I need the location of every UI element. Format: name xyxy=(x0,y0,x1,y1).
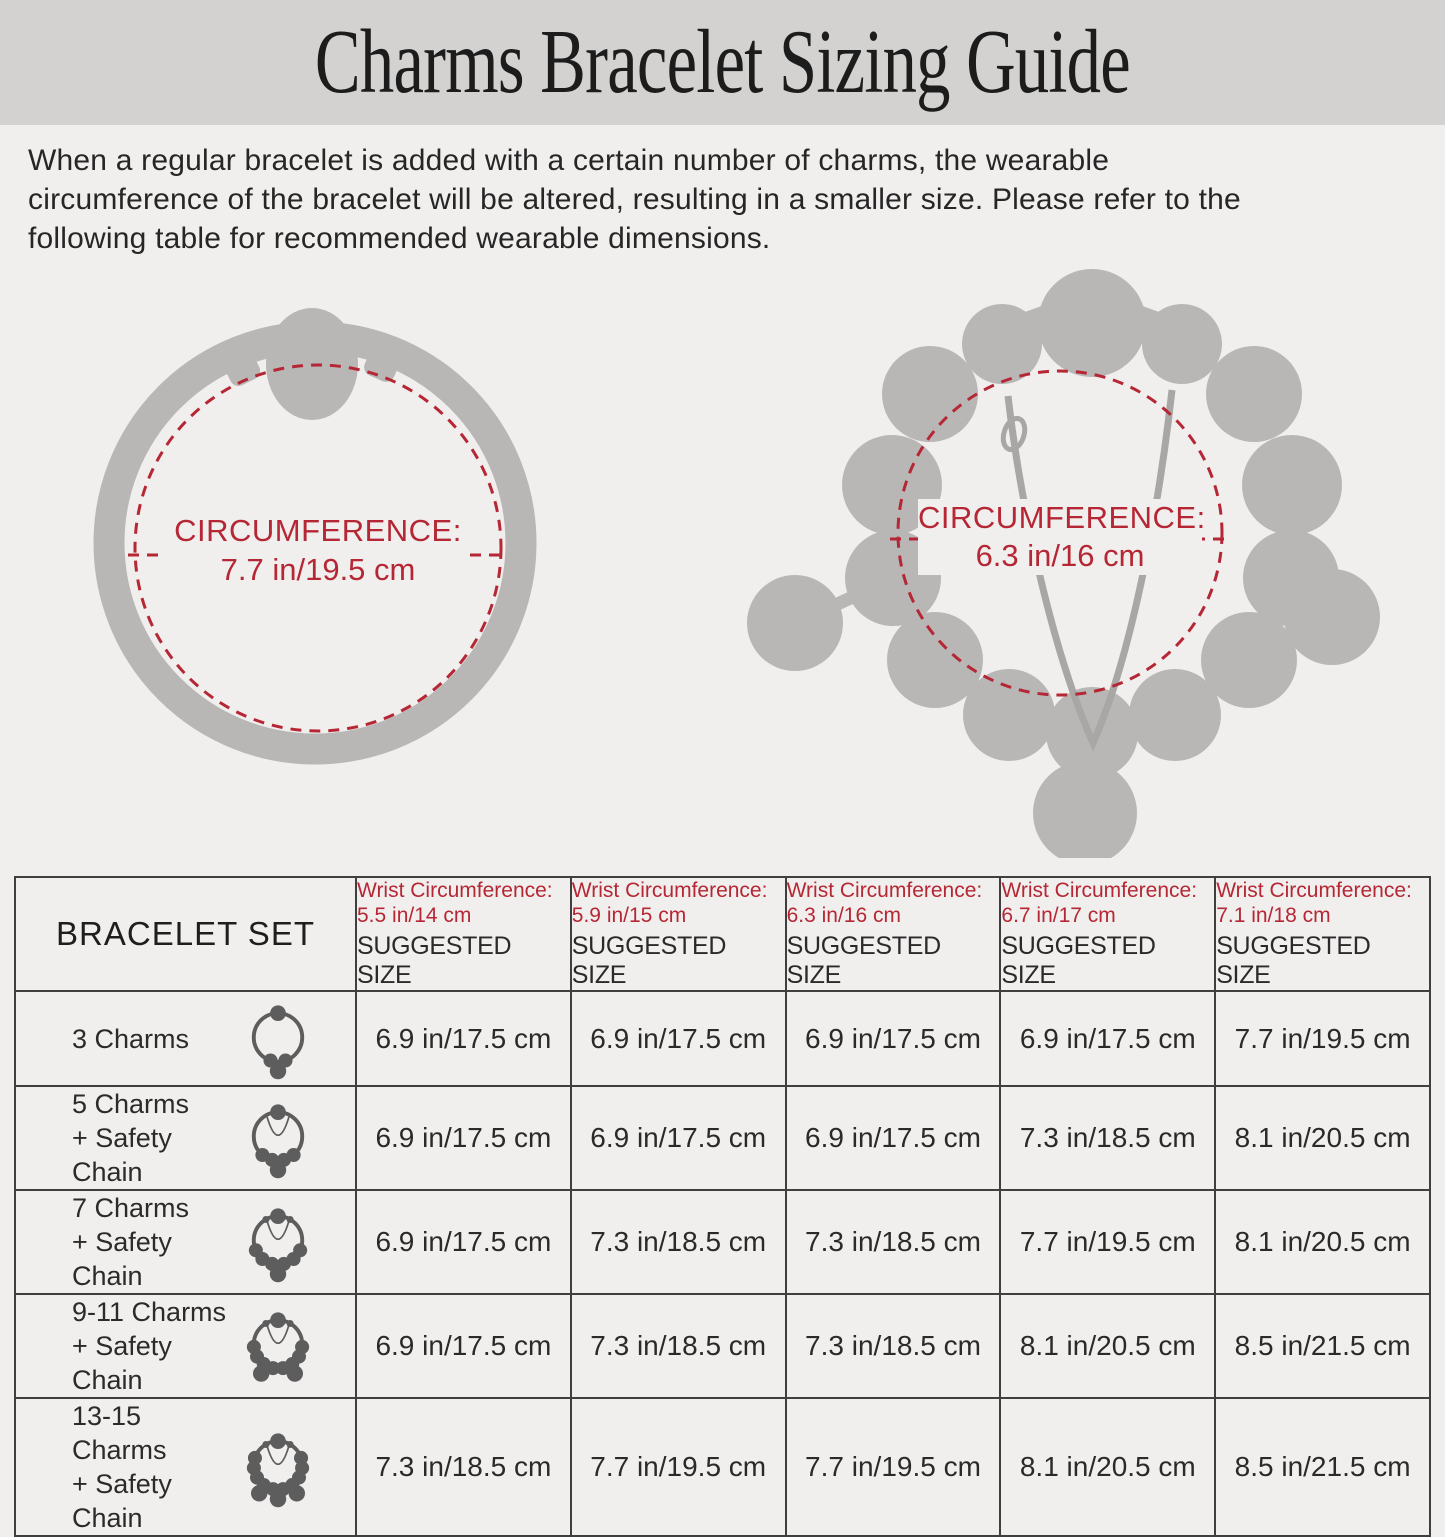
table-row xyxy=(15,1294,1430,1398)
bracelet-set-cell: 9-11 Charms + Safety Chain xyxy=(15,1294,356,1398)
size-cell: 6.9 in/17.5 cm xyxy=(571,1086,786,1190)
size-cell: 8.5 in/21.5 cm xyxy=(1215,1294,1430,1398)
size-cell: 7.7 in/19.5 cm xyxy=(1000,1190,1215,1294)
circumference-label: CIRCUMFERENCE: xyxy=(918,500,1206,535)
size-cell: 8.1 in/20.5 cm xyxy=(1215,1086,1430,1190)
table-header-row xyxy=(15,877,1430,991)
table-row xyxy=(15,1086,1430,1190)
sizing-table xyxy=(14,876,1431,1537)
bracelet-set-cell: 5 Charms + Safety Chain xyxy=(15,1086,356,1190)
size-cell: 7.3 in/18.5 cm xyxy=(571,1294,786,1398)
size-cell: 6.9 in/17.5 cm xyxy=(356,1086,571,1190)
bracelet-illustrations xyxy=(0,268,1445,858)
table-row xyxy=(15,1190,1430,1294)
bracelet-set-cell: 7 Charms + Safety Chain xyxy=(15,1190,356,1294)
size-cell: 7.3 in/18.5 cm xyxy=(571,1190,786,1294)
size-cell: 6.9 in/17.5 cm xyxy=(356,1294,571,1398)
size-cell: 6.9 in/17.5 cm xyxy=(1000,991,1215,1086)
size-cell: 8.5 in/21.5 cm xyxy=(1215,1398,1430,1536)
size-cell: 8.1 in/20.5 cm xyxy=(1000,1294,1215,1398)
bracelet-9-11-charms-safety-chain-icon xyxy=(235,1302,321,1390)
circumference-label: CIRCUMFERENCE: xyxy=(174,513,462,548)
bracelet-7-charms-safety-chain-icon xyxy=(235,1198,321,1286)
table-row xyxy=(15,991,1430,1086)
size-cell: 8.1 in/20.5 cm xyxy=(1000,1398,1215,1536)
size-cell: 7.7 in/19.5 cm xyxy=(786,1398,1001,1536)
intro-line: following table for recommended wearable dimensions. xyxy=(28,222,771,255)
wrist-column-header: Wrist Circumference: 6.7 in/17 cm SUGGESTED SIZE xyxy=(1000,877,1215,991)
size-cell: 7.7 in/19.5 cm xyxy=(571,1398,786,1536)
page-title: Charms Bracelet Sizing Guide xyxy=(315,12,1130,113)
size-cell: 7.3 in/18.5 cm xyxy=(1000,1086,1215,1190)
size-cell: 6.9 in/17.5 cm xyxy=(356,1190,571,1294)
wrist-column-header: Wrist Circumference: 6.3 in/16 cm SUGGESTED SIZE xyxy=(786,877,1001,991)
intro-paragraph xyxy=(28,141,1417,258)
bracelet-set-header: BRACELET SET xyxy=(15,877,356,991)
size-cell: 7.3 in/18.5 cm xyxy=(356,1398,571,1536)
bracelet-13-15-charms-safety-chain-icon xyxy=(235,1423,321,1511)
intro-line: When a regular bracelet is added with a certain number of charms, the wearable xyxy=(28,144,1110,177)
wrist-column-header: Wrist Circumference: 5.9 in/15 cm SUGGESTED SIZE xyxy=(571,877,786,991)
circumference-value: 7.7 in/19.5 cm xyxy=(220,552,416,587)
bracelet-set-cell: 13-15 Charms + Safety Chain xyxy=(15,1398,356,1536)
size-cell: 8.1 in/20.5 cm xyxy=(1215,1190,1430,1294)
wrist-column-header: Wrist Circumference: 5.5 in/14 cm SUGGESTED SIZE xyxy=(356,877,571,991)
intro-line: circumference of the bracelet will be altered, resulting in a smaller size. Please refer to the xyxy=(28,183,1241,216)
wrist-column-header: Wrist Circumference: 7.1 in/18 cm SUGGESTED SIZE xyxy=(1215,877,1430,991)
charm-bracelet-measure xyxy=(918,499,1206,575)
size-cell: 6.9 in/17.5 cm xyxy=(571,991,786,1086)
size-cell: 7.3 in/18.5 cm xyxy=(786,1190,1001,1294)
size-cell: 6.9 in/17.5 cm xyxy=(786,1086,1001,1190)
table-row xyxy=(15,1398,1430,1536)
plain-bracelet-measure xyxy=(166,511,470,589)
header-band xyxy=(0,0,1445,125)
size-cell: 7.7 in/19.5 cm xyxy=(1215,991,1430,1086)
bracelet-3-charms-icon xyxy=(235,995,321,1083)
size-cell: 7.3 in/18.5 cm xyxy=(786,1294,1001,1398)
circumference-value: 6.3 in/16 cm xyxy=(975,538,1145,573)
size-cell: 6.9 in/17.5 cm xyxy=(356,991,571,1086)
bracelet-set-cell: 3 Charms xyxy=(15,991,356,1086)
bracelet-5-charms-safety-chain-icon xyxy=(235,1094,321,1182)
size-cell: 6.9 in/17.5 cm xyxy=(786,991,1001,1086)
